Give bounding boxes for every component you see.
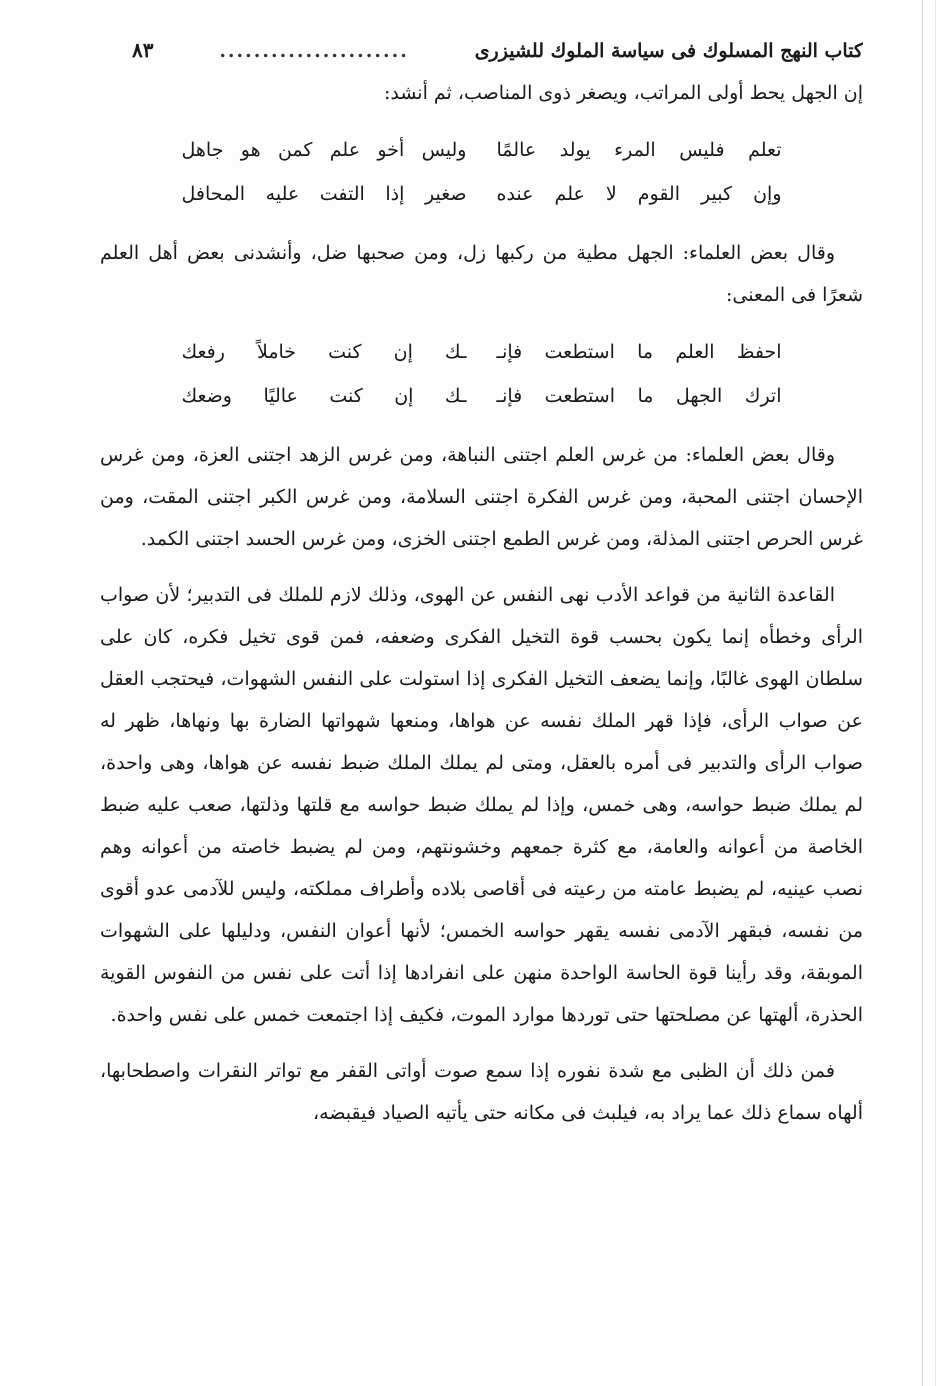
poem-2-verse-2-first-hemistich: اترك الجهل ما استطعت فإنـ	[496, 385, 782, 407]
paragraph-5: فمن ذلك أن الظبى مع شدة نفوره إذا سمع صوت أواتى القفر مع تواتر النقرات واصطحابها، ألهاه سماع ذلك عما يراد به، فيلبث فى مكانه حتى يأتيه الصياد فيقبضه،	[100, 1060, 863, 1124]
poem-2-verse-1-second-hemistich: ـك إن كنت خاملاً رفعك	[181, 341, 467, 363]
poem-1-verse-2	[182, 172, 782, 216]
poem-2-verse-1-first-hemistich: احفظ العلم ما استطعت فإنـ	[496, 341, 782, 363]
poem-2-verse-2	[182, 374, 782, 418]
running-header	[100, 38, 863, 72]
page-gutter-line	[922, 0, 923, 1386]
poem-1-verse-1-second-hemistich: وليس أخو علم كمن هو جاهل	[181, 139, 467, 161]
poem-1-verse-2-first-hemistich: وإن كبير القوم لا علم عنده	[496, 183, 782, 205]
poem-1-verse-2-second-hemistich: صغير إذا التفت عليه المحافل	[181, 183, 467, 205]
poem-2	[182, 330, 782, 418]
poem-1-verse-1-first-hemistich: تعلم فليس المرء يولد عالمًا	[496, 139, 782, 161]
paragraph-4: القاعدة الثانية من قواعد الأدب نهى النفس عن الهوى، وذلك لازم للملك فى التدبير؛ لأن صواب الرأى وخطأه إنما يكون بحسب قوة التخيل الفكرى وضعفه، فمن قوى تخيل فكره، كان على سلطان الهوى غالبًا، وإنما يضعف التخيل الفكرى إذا استولت على النفس الشهوات، فيحتجب العقل عن صواب الرأى، فإذا قهر الملك نفسه عن هواها، ومنعها شهواتها الضارة بها ونهاها، ظهر له صواب الرأى والتدبير فى أمره بالعقل، ومتى لم يملك الملك ضبط نفسه عن هواها، وهى واحدة، لم يملك ضبط حواسه، وهى خمس، وإذا لم يملك ضبط حواسه مع قلتها وذلتها، صعب عليه ضبط الخاصة من أعوانه والعامة، مع كثرة جمعهم وخشونتهم، ومن لم يضبط خاصته من أعوانه وهم نصب عينيه، لم يضبط عامته من رعيته فى أقاصى بلاده وأطراف مملكته، وليس للآدمى عدو أقوى من نفسه، فبقهر الآدمى نفسه يقهر حواسه الخمس؛ لأنها أعوان النفس، ودليلها على الشهوات الموبقة، وقد رأينا قوة الحاسة الواحدة منهن على انفرادها إذا أتت على نفس من النفوس القوية الحذرة، ألهتها عن مصلحتها حتى توردها موارد الموت، فكيف إذا اجتمعت خمس على نفس واحدة.	[100, 584, 863, 1026]
poem-2-verse-1	[182, 330, 782, 374]
running-header-dots: ......................	[219, 40, 409, 62]
page-number: ٨٣	[132, 38, 154, 62]
page-gutter-line-outer	[935, 0, 936, 1386]
poem-1-verse-1	[182, 128, 782, 172]
text-column	[100, 38, 863, 1134]
paragraph-3: وقال بعض العلماء: من غرس العلم اجتنى النباهة، ومن غرس الزهد اجتنى العزة، ومن غرس الإحسان اجتنى المحبة، ومن غرس الفكرة اجتنى السلامة، ومن غرس الكبر اجتنى المقت، ومن غرس الحرص اجتنى المذلة، ومن غرس الطمع اجتنى الخزى، ومن غرس الحسد اجتنى الكمد.	[100, 444, 863, 550]
poem-1	[182, 128, 782, 216]
paragraph-1: إن الجهل يحط أولى المراتب، ويصغر ذوى المناصب، ثم أنشد:	[383, 82, 863, 104]
poem-2-verse-2-second-hemistich: ـك إن كنت عاليًا وضعك	[181, 385, 467, 407]
running-header-title: كتاب النهج المسلوك فى سياسة الملوك للشيزرى	[474, 40, 863, 62]
paragraph-2: وقال بعض العلماء: الجهل مطية من ركبها زل، ومن صحبها ضل، وأنشدنى بعض أهل العلم شعرًا فى المعنى:	[100, 242, 863, 306]
